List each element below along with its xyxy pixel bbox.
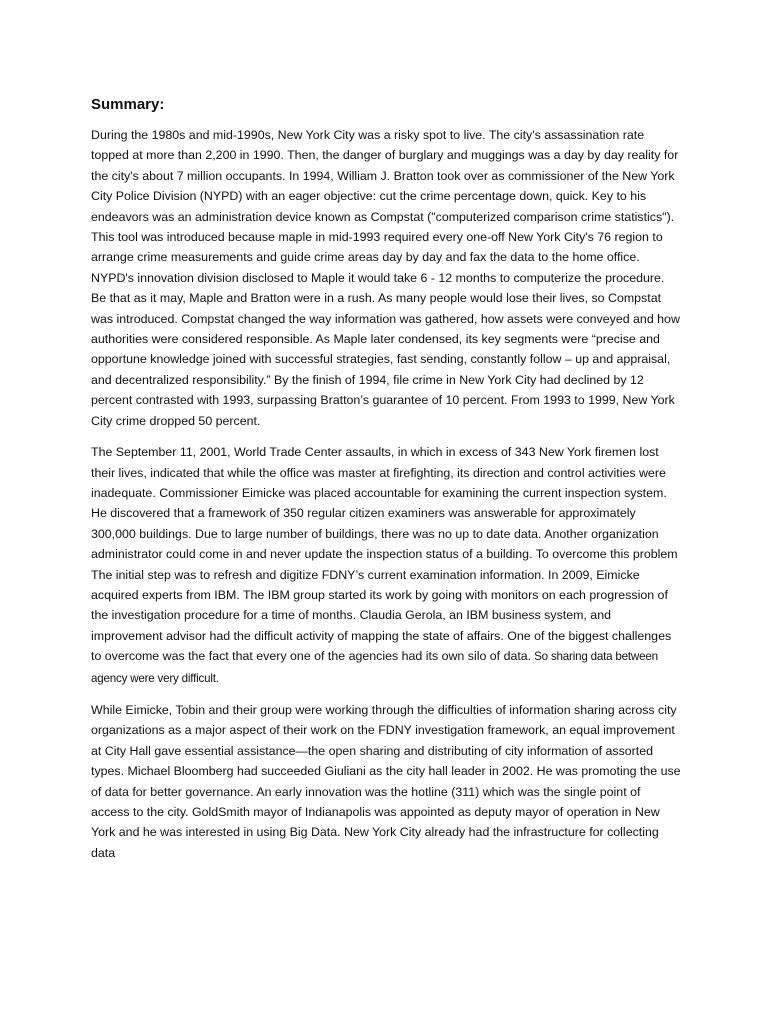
paragraph-2-text: The September 11, 2001, World Trade Center assaults, in which in excess of 343 New York firemen lost their lives, indicated that while the office was master at firefighting, its direction and control activities were inadequate. Commissioner Eimicke was placed accountable for examining the current inspection system. He discovered that a framework of 350 regular citizen examiners was answerable for approximately 300,000 buildings. Due to large number of buildings, there was no up to date data. Another organization administrator could come in and never update the inspection status of a building. To overcome this problem The initial step was to refresh and digitize FDNY’s current examination information. In 2009, Eimicke acquired experts from IBM. The IBM group started its work by going with monitors on each progression of the investigation procedure for a time of months. Claudia Gerola, an IBM business system, and improvement advisor had the difficult activity of mapping the state of affairs. One of the biggest challenges to overcome was the fact that every one of the agencies had its own silo of data. xyxy=(91,445,678,664)
paragraph-1-text: During the 1980s and mid-1990s, New York City was a risky spot to live. The city's assassination rate topped at more than 2,200 in 1990. Then, the danger of burglary and muggings was a day by day reality for the city's about 7 million occupants. In 1994, William J. Bratton took over as commissioner of the New York City Police Division (NYPD) with an eager objective: cut the crime percentage down, quick. Key to his endeavors was an administration device known as Compstat ("computerized comparison crime statistics"). This tool was introduced because maple in mid-1993 required every one-off New York City's 76 region to arrange crime measurements and guide crime areas day by day and fax the data to the home office. NYPD's innovation division disclosed to Maple it would take 6 - 12 months to computerize the procedure. Be that as it may, Maple and Bratton were in a rush. As many people would lose their lives, so Compstat was introduced. Compstat changed the way information was gathered, how assets were conveyed and how authorities were considered responsible. As Maple later condensed, its key segments were “precise and opportune knowledge joined with successful strategies, fast sending, constantly follow – up and appraisal, and decentralized responsibility.” By the finish of 1994, file crime in New York City had declined by 12 percent contrasted with 1993, surpassing Bratton’s guarantee of 10 percent. From 1993 to 1999, New York City crime dropped 50 percent. xyxy=(91,128,680,428)
summary-heading: Summary: xyxy=(91,96,165,113)
paragraph-1 xyxy=(91,125,681,431)
paragraph-3-text: While Eimicke, Tobin and their group were working through the difficulties of information sharing across city organizations as a major aspect of their work on the FDNY investigation framework, an equal improvement at City Hall gave essential assistance—the open sharing and distributing of city information of assorted types. Michael Bloomberg had succeeded Giuliani as the city hall leader in 2002. He was promoting the use of data for better governance. An early innovation was the hotline (311) which was the single point of access to the city. GoldSmith mayor of Indianapolis was appointed as deputy mayor of operation in New York and he was interested in using Big Data. New York City already had the infrastructure for collecting data xyxy=(91,702,681,860)
paragraph-2-tail: So sharing data between agency were very difficult. xyxy=(91,650,658,685)
paragraph-3 xyxy=(91,700,681,863)
document-body xyxy=(91,95,681,874)
paragraph-2 xyxy=(91,442,681,689)
